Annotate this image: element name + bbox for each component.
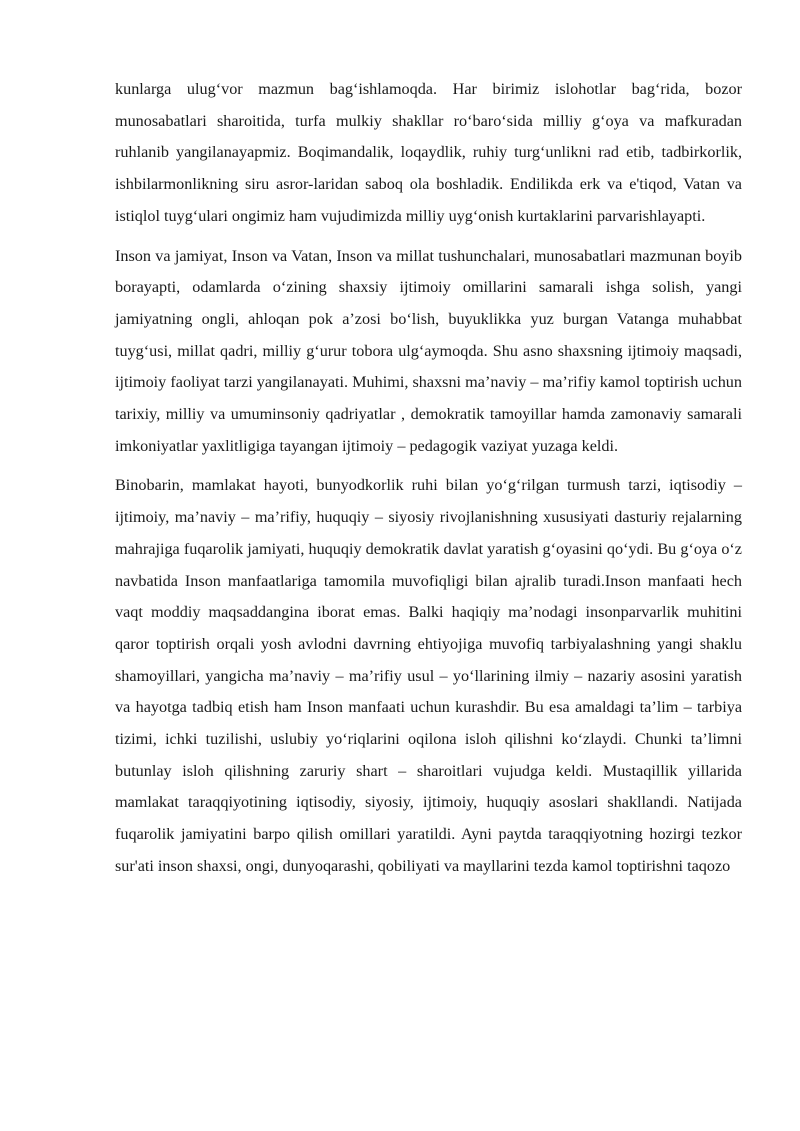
paragraph-2: Inson va jamiyat, Inson va Vatan, Inson va millat tushunchalari, munosabatlari mazmunan boyib borayapti, odamlarda oʻzining shaxsiy ijtimoiy omillarini samarali ishga solish, yangi jamiyatning ongli, ahloqan pok a’zosi boʻlish, buyuklikka yuz burgan Vatanga muhabbat tuygʻusi, millat qadri, milliy gʻurur tobora ulgʻaymoqda. Shu asno shaxsning ijtimoiy maqsadi, ijtimoiy faoliyat tarzi yangilanayati. Muhimi, shaxsni ma’naviy – ma’rifiy kamol toptirish uchun tarixiy, milliy va umuminsoniy qadriyatlar , demokratik tamoyillar hamda zamonaviy samarali imkoniyatlar yaxlitligiga tayangan ijtimoiy – pedagogik vaziyat yuzaga keldi. xyxy=(115,246,742,455)
paragraph-1: kunlarga ulugʻvor mazmun bagʻishlamoqda. Har birimiz islohotlar bagʻrida, bozor munosabatlari sharoitida, turfa mulkiy shakllar roʻbaroʻsida milliy gʻoya va mafkuradan ruhlanib yangilanayapmiz. Boqimandalik, loqaydlik, ruhiy turgʻunlikni rad etib, tadbirkorlik, ishbilarmonlikning siru asror-laridan saboq ola boshladik. Endilikda erk va e'tiqod, Vatan va istiqlol tuygʻulari ongimiz ham vujudimizda milliy uygʻonish kurtaklarini parvarishlayapti. xyxy=(115,80,742,225)
document-body xyxy=(115,74,742,891)
paragraph-3: Binobarin, mamlakat hayoti, bunyodkorlik ruhi bilan yoʻgʻrilgan turmush tarzi, iqtisodiy – ijtimoiy, ma’naviy – ma’rifiy, huquqiy – siyosiy rivojlanishning xususiyati dasturiy rejalarning mahrajiga fuqarolik jamiyati, huquqiy demokratik davlat yaratish gʻoyasini qoʻydi. Bu gʻoya oʻz navbatida Inson manfaatlariga tamomila muvofiqligi bilan ajralib turadi.Inson manfaati hech vaqt moddiy maqsaddangina iborat emas. Balki haqiqiy ma’nodagi insonparvarlik muhitini qaror toptirish orqali yosh avlodni davrning ehtiyojiga muvofiq tarbiyalashning yangi shaklu shamoyillari, yangicha ma’naviy – ma’rifiy usul – yoʻllarining ilmiy – nazariy asosini yaratish va hayotga tadbiq etish ham Inson manfaati uchun kurashdir. Bu esa amaldagi ta’lim – tarbiya tizimi, ichki tuzilishi, uslubiy yoʻriqlarini oqilona isloh qilishni koʻzlaydi. Chunki ta’limni butunlay isloh qilishning zaruriy shart – sharoitlari vujudga keldi. Mustaqillik yillarida mamlakat taraqqiyotining iqtisodiy, siyosiy, ijtimoiy, huquqiy asoslari shakllandi. Natijada fuqarolik jamiyatini barpo qilish omillari yaratildi. Ayni paytda taraqqiyotning hozirgi tezkor sur'ati inson shaxsi, ongi, dunyoqarashi, qobiliyati va mayllarini tezda kamol toptirishni taqozo xyxy=(115,476,742,875)
